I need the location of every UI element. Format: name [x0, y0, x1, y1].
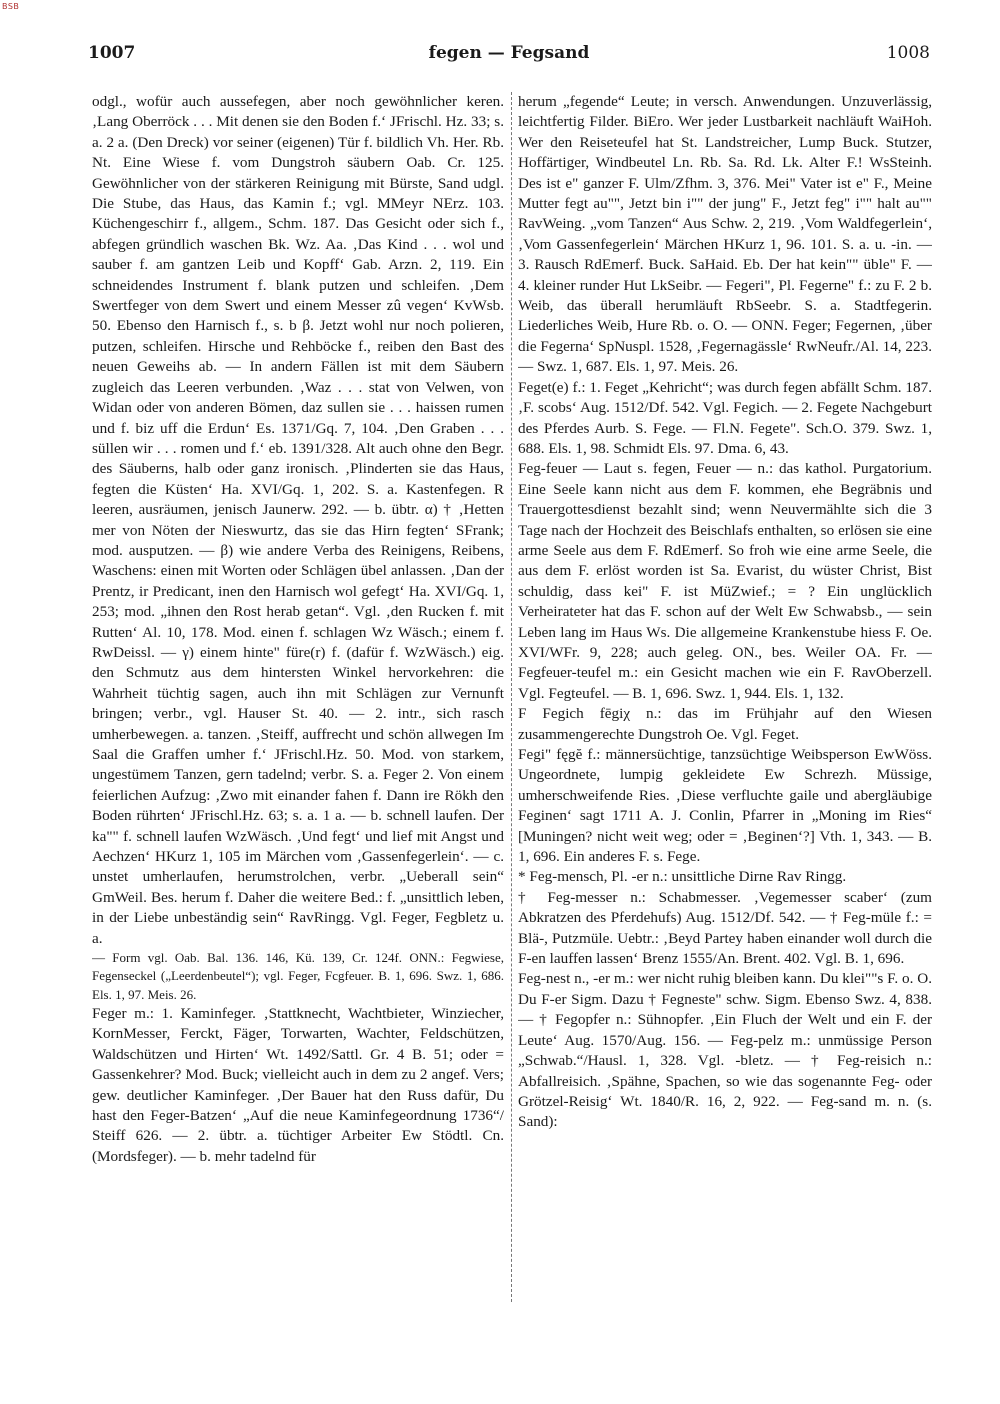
page-header: [88, 43, 930, 69]
entry-feger: Feger m.: 1. Kaminfeger. ‚Stattknecht, Wachtbieter, Winziecher, KornMesser, Ferckt, Fäger, Torwarten, Wachter, Feldschützen, Waldschützen und Hirten‘ Wt. 1492/Sattl. Gr. 4 B. 51; oder = Gassenkehrer? Mod. Buck; vielleicht auch in dem zu 2 angef. Vers; gew. deutlicher Kaminfeger. ‚Der Bauer hat den Russ dafür, Du hast den Feger-Batzen‘ „Auf die neue Kaminfegeordnung 1736“/ Steiff 626. — 2. übtr. a. tüchtiger Arbeiter Ew Stödtl. Cn. (Mordsfeger). — b. mehr tadelnd für: [92, 1004, 504, 1165]
right-column: [518, 92, 932, 1312]
page-number-left: 1007: [88, 43, 136, 63]
column-divider: [511, 92, 512, 1302]
left-column: [92, 92, 504, 1312]
entry-fegich: F Fegich fēgiχ n.: das im Frühjahr auf den Wiesen zusammengerechte Dungstroh Oe. Vgl. Feget.: [518, 705, 932, 743]
entry-fegfeuer: Feg-feuer — Laut s. fegen, Feuer — n.: das kathol. Purgatorium. Eine Seele kann nicht aus dem F. kommen, ehe Begräbnis und Trauergottesdienst bezahlt sind; wenn Neuvermählte sich die 3 Tage nach der Hochzeit des Beischlafs enthalten, so erlösen sie eine arme Seele aus dem F. RdEmerf. So froh wie eine arme Seele, die aus dem F. erlöst worden ist Sa. Evarist, du wüster Christ, Bist schuldig, dass kei" F. ist MüZwief.; = ? Ein unglücklich Verheirateter hat das F. schon auf der Welt Ew Schwabsb., — sein Leben lang im Haus Ws. Die allgemeine Krankenstube hiess F. Oe. XVI/WFr. 9, 228; auch geleg. ON., bes. Weiler OA. Fr. — Fegfeuer-teufel m.: ein Gesicht machen wie ein F. RavOberzell. Vgl. Fegteufel. — B. 1, 696. Swz. 1, 944. Els. 1, 132.: [518, 460, 932, 702]
entry-feger-continued: herum „fegende“ Leute; in versch. Anwendungen. Unzuverlässig, leichtfertig Filder. BiEro. Wer jeder Lustbarkeit nachläuft WaiHoh. Wer den Reiseteufel hat St. Landstreicher, Lump Buck. Stutzer, Hoffärtiger, Windbeutel Ln. Rb. Sa. Rd. Lk. Alter F.! WsSteinh. Des ist e" ganzer F. Ulm/Zfhm. 3, 376. Mei" Vater ist e" F., Meine Mutter fegt au"", Jetzt bin i"" der jung" F., Jetzt feg" i"" halt au"" RavWeing. „vom Tanzen“ Aus Schw. 2, 219. ‚Vom Waldfegerlein‘, ‚Vom Gassenfegerlein‘ Märchen HKurz 1, 96. 101. S. a. u. -in. — 3. Rausch RdEmerf. Buck. SaHaid. Eb. Der hat kein"" üble" F. — 4. kleiner runder Hut LkSeibr. — Fegeri", Pl. Fegerne" f.: zu F. 2 b. Weib, das überall herumläuft RbSeebr. S. a. Stadtfegerin. Liederliches Weib, Hure Rb. o. O. — ONN. Feger; Fegernen, ‚über die Fegerna‘ SpNuspl. 1528, ‚Fegernagässle‘ RwNeufr./Al. 14, 223. — Swz. 1, 687. Els. 1, 97. Meis. 26.: [518, 93, 932, 376]
entry-fegmesser: † Feg-messer n.: Schabmesser. ‚Vegemesser scaber‘ (zum Abkratzen des Pferdehufs) Aug. 1512/Df. 542. — † Feg-müle f.: = Blä-, Putzmüle. Uebtr.: ‚Beyd Partey haben einander woll durch die F-en lauffen lassen‘ Brenz 1555/An. Brent. 402. Vgl. B. 1, 696.: [518, 888, 932, 968]
entry-fegen-continued: odgl., wofür auch aussefegen, aber noch gewöhnlicher keren. ‚Lang Oberröck . . . Mit denen sie den Boden f.‘ JFrischl. Hz. 33; s. a. 2 a. (Den Dreck) vor seiner (eigenen) Tür f. bildlich Vh. Her. Rb. Nt. Eine Wiese f. vom Dungstroh säubern Oab. Cr. 125. Gewöhnlicher von der stärkeren Reinigung mit Bürste, Sand udgl. Die Stube, das Haus, das Kamin f.; vgl. MMeyr NErz. 103. Küchengeschirr f., allgem., Schm. 187. Das Gesicht oder sich f., abfegen gründlich waschen Bk. Wz. Aa. ‚Das Kind . . . wol und sauber f. am gantzen Leib und Kopff‘ Gab. Arzn. 2, 119. Ein schneidendes Instrument f. blank putzen und schleifen. ‚Dem Swertfeger von dem Swert und einem Messer zû vegen‘ KvWsb. 50. Ebenso den Harnisch f., s. b β. Jetzt wohl nur noch polieren, putzen, schleifen. Hirsche und Rehböcke f., reiben den Bast des neuen Geweihs ab. — In andern Fällen ist mit dem Säubern zugleich das Leeren verbunden. ‚Waz . . . stat von Velwen, von Widan oder von anderen Bömen, daz sullen sie . . . haissen rumen und f. biz uff die Erdun‘ Es. 1371/Gq. 7, 104. ‚Den Graben . . . süllen wir . . . romen und f.‘ eb. 1391/328. Alt auch ohne den Begr. des Säuberns, halb oder ganz ironisch. ‚Plinderten sie das Haus, fegten die Küsten‘ Ha. XVI/Gq. 1, 202. S. a. Kastenfegen. R leeren, ausräumen, jenisch Jaunerw. 292. — b. übtr. α) † ‚Hetten mer von Nöten der Nieswurtz, das sie das Hirn fegten‘ SFrank; mod. ausputzen. — β) wie andere Verba des Reinigens, Reibens, Waschens: einen mit Worten oder Schlägen übel anlassen. ‚Dan der Prentz, ir Predicant, inen den Harnisch wol gefegt‘ Ha. XVI/Gq. 1, 253; mod. „ihnen den Rost herab getan“. Vgl. ‚den Rucken f. mit Rutten‘ Al. 10, 178. Mod. einen f. schlagen Wz Wäsch.; einem f. RwDeissl. — γ) einem hinte" füre(r) f. (dafür f. WzWäsch.) eig. den Schmutz aus dem hintersten Winkel hervorkehren: die Wahrheit tüchtig sagen, auch ihn mit Schlägen zur Vernunft bringen; verbr., vgl. Hauser St. 40. — 2. intr., sich rasch umherbewegen. a. tanzen. ‚Steiff, auffrecht und schön allwegen Im Saal die Graffen umher f.‘ JFrischl.Hz. 50. Mod. von starkem, ungestümem Tanzen, gern tadelnd; verbr. S. a. Feger 2. Von einem feierlichen Aufzug: ‚Zwo mit einander fahen f. Dann ire Rökh den Boden rührten‘ JFrischl.Hz. 63; s. a. 1 a. — b. schnell laufen. Der ka"" f. schnell laufen WzWäsch. ‚Und fegt‘ und lief mit Angst und Aechzen‘ HKurz 1, 105 im Märchen vom ‚Gassenfegerlein‘. — c. unstet umherlaufen, herumstrolchen, verbr. „Ueberall sein“ GmWeil. Bes. herum f. Daher die weitere Bed.: f. „unsittlich leben, in der Liebe unbeständig sein“ RavRingg. Vgl. Feger, Fegbletz u. a.: [92, 93, 504, 947]
library-watermark: BSB: [2, 2, 20, 11]
entry-fegete: Feget(e) f.: 1. Feget „Kehricht“; was durch fegen abfällt Schm. 187. ‚F. scobs‘ Aug. 1512/Df. 542. Vgl. Fegich. — 2. Fegete Nachgeburt des Pferdes Aurb. S. Fege. — Fl.N. Fegete". Sch.O. 379. Swz. 1, 688. Els. 1, 98. Schmidt Els. 97. Dma. 6, 43.: [518, 378, 932, 457]
entry-fegen-references: — Form vgl. Oab. Bal. 136. 146, Kü. 139, Cr. 124f. ONN.: Fegwiese, Fegenseckel („Leerdenbeutel“); vgl. Feger, Fcgfeuer. B. 1, 696. Swz. 1, 686. Els. 1, 97. Meis. 26.: [92, 950, 504, 1002]
page-number-right: 1008: [886, 43, 930, 63]
entry-fegnest: Feg-nest n., -er m.: wer nicht ruhig bleiben kann. Du klei""s F. o. O. Du F-er Sigm. Dazu † Fegneste" schw. Sigm. Ebenso Swz. 4, 838. — † Fegopfer n.: Sühnopfer. ‚Ein Fluch der Welt und ein F. der Leute‘ Aug. 1570/Aug. 156. — Feg-pelz m.: unmüssige Person „Schwab.“/Hausl. 1, 328. Vgl. -bletz. — † Feg-reisich n.: Abfallreisich. ‚Spähne, Spachen, so wie das sogenannte Feg- oder Grötzel-Reisig‘ Wt. 1840/R. 16, 2, 922. — Feg-sand m. n. (s. Sand):: [518, 970, 932, 1131]
entry-fegmensch: * Feg-mensch, Pl. -er n.: unsittliche Dirne Rav Ringg.: [518, 868, 847, 886]
running-title: fegen — Fegsand: [428, 43, 590, 63]
entry-fegin: Fegi" fęgĕ f.: männersüchtige, tanzsüchtige Weibsperson EwWöss. Ungeordnete, lumpig gekleidete Ew Schrezh. Müssige, umherschweifende Ries. ‚Diese verfluchte gaile und abergläubige Feginen‘ sagt 1711 A. J. Conlin, Pfarrer in „Moning im Ries“ [Muningen? nicht weit weg; oder = ‚Beginen‘?] Vth. 1, 343. — B. 1, 696. Ein anderes F. s. Fege.: [518, 746, 932, 866]
